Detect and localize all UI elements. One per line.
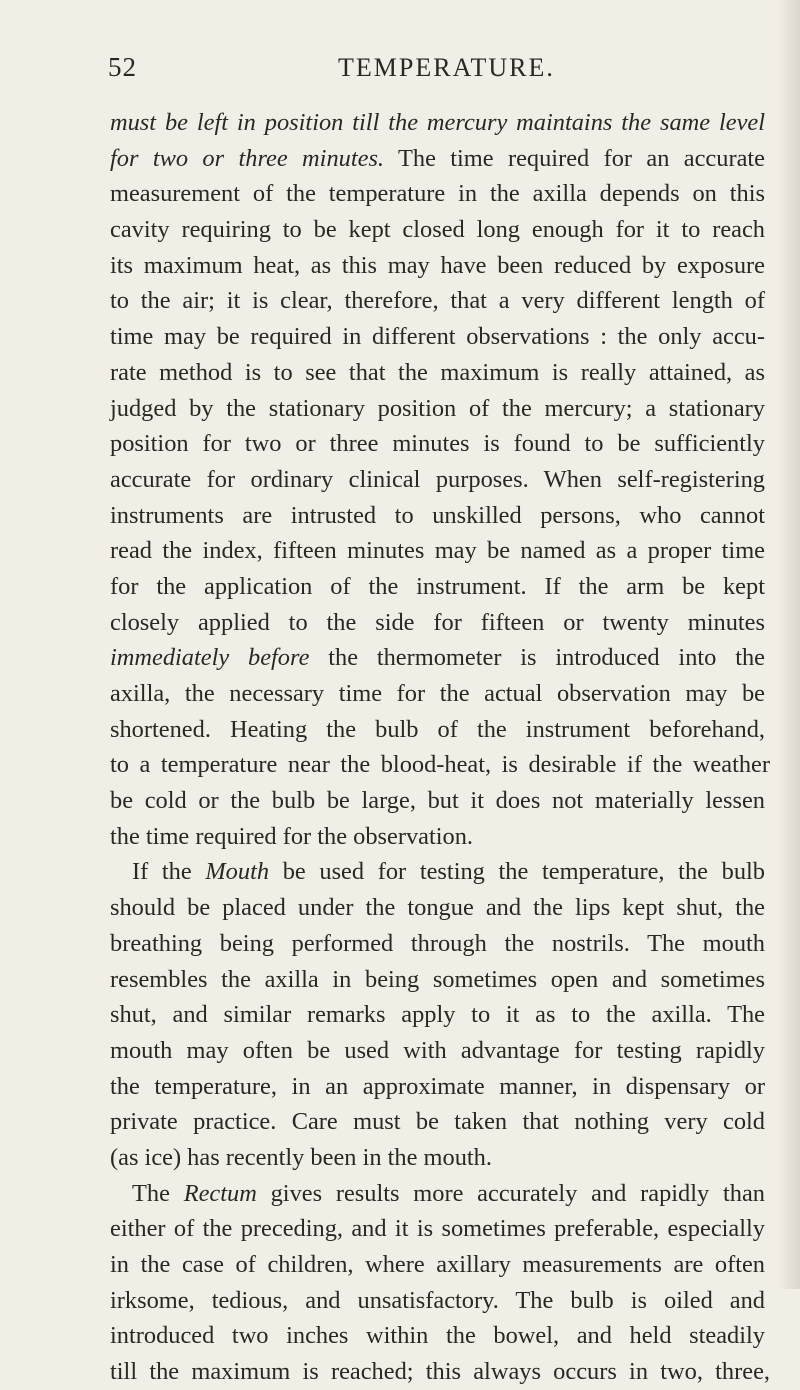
text-line bbox=[110, 212, 765, 248]
italic-text: Rectum bbox=[183, 1179, 257, 1207]
text-line bbox=[110, 355, 765, 391]
italic-text: for two or three minutes. bbox=[110, 144, 385, 172]
text-run: introduced two inches within the bowel, and held steadily bbox=[110, 1322, 765, 1350]
text-line bbox=[110, 712, 765, 748]
text-run: If the bbox=[132, 858, 206, 886]
text-line bbox=[110, 747, 770, 783]
text-line bbox=[110, 105, 765, 141]
text-run: mouth may often be used with advantage for testing rapidly bbox=[110, 1036, 765, 1064]
text-line bbox=[110, 962, 765, 998]
text-line bbox=[110, 676, 765, 712]
text-line bbox=[110, 1069, 765, 1105]
text-line bbox=[110, 283, 765, 319]
text-run: breathing being performed through the nostrils. The mouth bbox=[110, 929, 765, 957]
text-run: judged by the stationary position of the mercury; a stationary bbox=[110, 394, 765, 422]
text-line bbox=[110, 1354, 770, 1390]
text-run: the temperature, in an approximate manner, in dispensary or bbox=[110, 1072, 765, 1100]
text-line bbox=[110, 319, 765, 355]
text-line bbox=[110, 176, 765, 212]
text-line bbox=[110, 605, 765, 641]
text-run: be used for testing the temperature, the bulb bbox=[269, 858, 765, 886]
text-line bbox=[110, 783, 765, 819]
text-run: shut, and similar remarks apply to it as to the axilla. The bbox=[110, 1001, 765, 1029]
italic-text: immediately before bbox=[110, 644, 310, 672]
text-run: The bbox=[132, 1179, 184, 1207]
text-run: the thermometer is introduced into the bbox=[309, 644, 765, 672]
text-line bbox=[110, 1211, 765, 1247]
text-run: rate method is to see that the maximum is really attained, as bbox=[110, 358, 765, 386]
text-line bbox=[110, 426, 765, 462]
text-run: (as ice) has recently been in the mouth. bbox=[110, 1143, 492, 1171]
page-header bbox=[108, 52, 764, 92]
text-run: instruments are intrusted to unskilled persons, who cannot bbox=[110, 501, 765, 529]
text-run: be cold or the bulb be large, but it does not materially lessen bbox=[110, 787, 765, 815]
text-line bbox=[110, 926, 765, 962]
body-text bbox=[110, 105, 770, 1390]
text-line bbox=[110, 997, 765, 1033]
text-line bbox=[110, 1283, 765, 1319]
text-line bbox=[110, 569, 765, 605]
text-line bbox=[110, 1176, 765, 1212]
text-run: to a temperature near the blood-heat, is desirable if the weather bbox=[110, 751, 770, 779]
page-edge-shadow bbox=[778, 0, 800, 1289]
text-run: position for two or three minutes is found to be sufficiently bbox=[110, 430, 765, 458]
page-number: 52 bbox=[108, 52, 137, 82]
running-head: TEMPERATURE. bbox=[338, 53, 555, 82]
text-line bbox=[110, 498, 765, 534]
text-run: either of the preceding, and it is sometimes preferable, especially bbox=[110, 1215, 765, 1243]
text-run: measurement of the temperature in the axilla depends on this bbox=[110, 180, 765, 208]
text-line bbox=[110, 890, 765, 926]
text-line bbox=[110, 854, 765, 890]
text-run: its maximum heat, as this may have been reduced by exposure bbox=[110, 251, 765, 279]
text-run: private practice. Care must be taken that nothing very cold bbox=[110, 1108, 765, 1136]
text-line bbox=[110, 1104, 765, 1140]
text-run: read the index, fifteen minutes may be named as a proper time bbox=[110, 537, 765, 565]
text-line bbox=[110, 1033, 765, 1069]
text-run: in the case of children, where axillary measurements are often bbox=[110, 1251, 765, 1278]
text-line bbox=[110, 391, 765, 427]
text-run: for the application of the instrument. If the arm be kept bbox=[110, 572, 765, 600]
text-run: cavity requiring to be kept closed long enough for it to reach bbox=[110, 216, 765, 244]
text-run: till the maximum is reached; this always occurs in two, three, bbox=[110, 1358, 770, 1386]
italic-text: Mouth bbox=[205, 858, 270, 886]
italic-text: must be left in position till the mercury maintains the same level bbox=[110, 109, 765, 136]
text-line bbox=[110, 248, 765, 284]
text-run: resembles the axilla in being sometimes open and sometimes bbox=[110, 965, 765, 993]
text-run: to the air; it is clear, therefore, that a very different length of bbox=[110, 287, 765, 315]
text-line bbox=[110, 533, 765, 569]
text-line bbox=[110, 1140, 765, 1176]
text-line bbox=[110, 141, 765, 177]
text-run: accurate for ordinary clinical purposes. When self-registering bbox=[110, 465, 765, 493]
text-run: irksome, tedious, and unsatisfactory. The bulb is oiled and bbox=[110, 1286, 765, 1314]
text-run: shortened. Heating the bulb of the instrument beforehand, bbox=[110, 715, 765, 743]
text-line bbox=[110, 819, 765, 855]
text-line bbox=[110, 462, 765, 498]
text-run: axilla, the necessary time for the actual observation may be bbox=[110, 680, 765, 707]
text-line bbox=[110, 1318, 765, 1354]
text-line bbox=[110, 640, 765, 676]
text-run: the time required for the observation. bbox=[110, 822, 474, 850]
text-run: The time required for an accurate bbox=[384, 144, 766, 172]
text-run: closely applied to the side for fifteen or twenty minutes bbox=[110, 608, 765, 636]
text-run: should be placed under the tongue and the lips kept shut, the bbox=[110, 894, 765, 922]
text-run: time may be required in different observations : the only accu- bbox=[110, 323, 765, 351]
text-line bbox=[110, 1247, 765, 1283]
text-run: gives results more accurately and rapidly than bbox=[256, 1179, 765, 1207]
